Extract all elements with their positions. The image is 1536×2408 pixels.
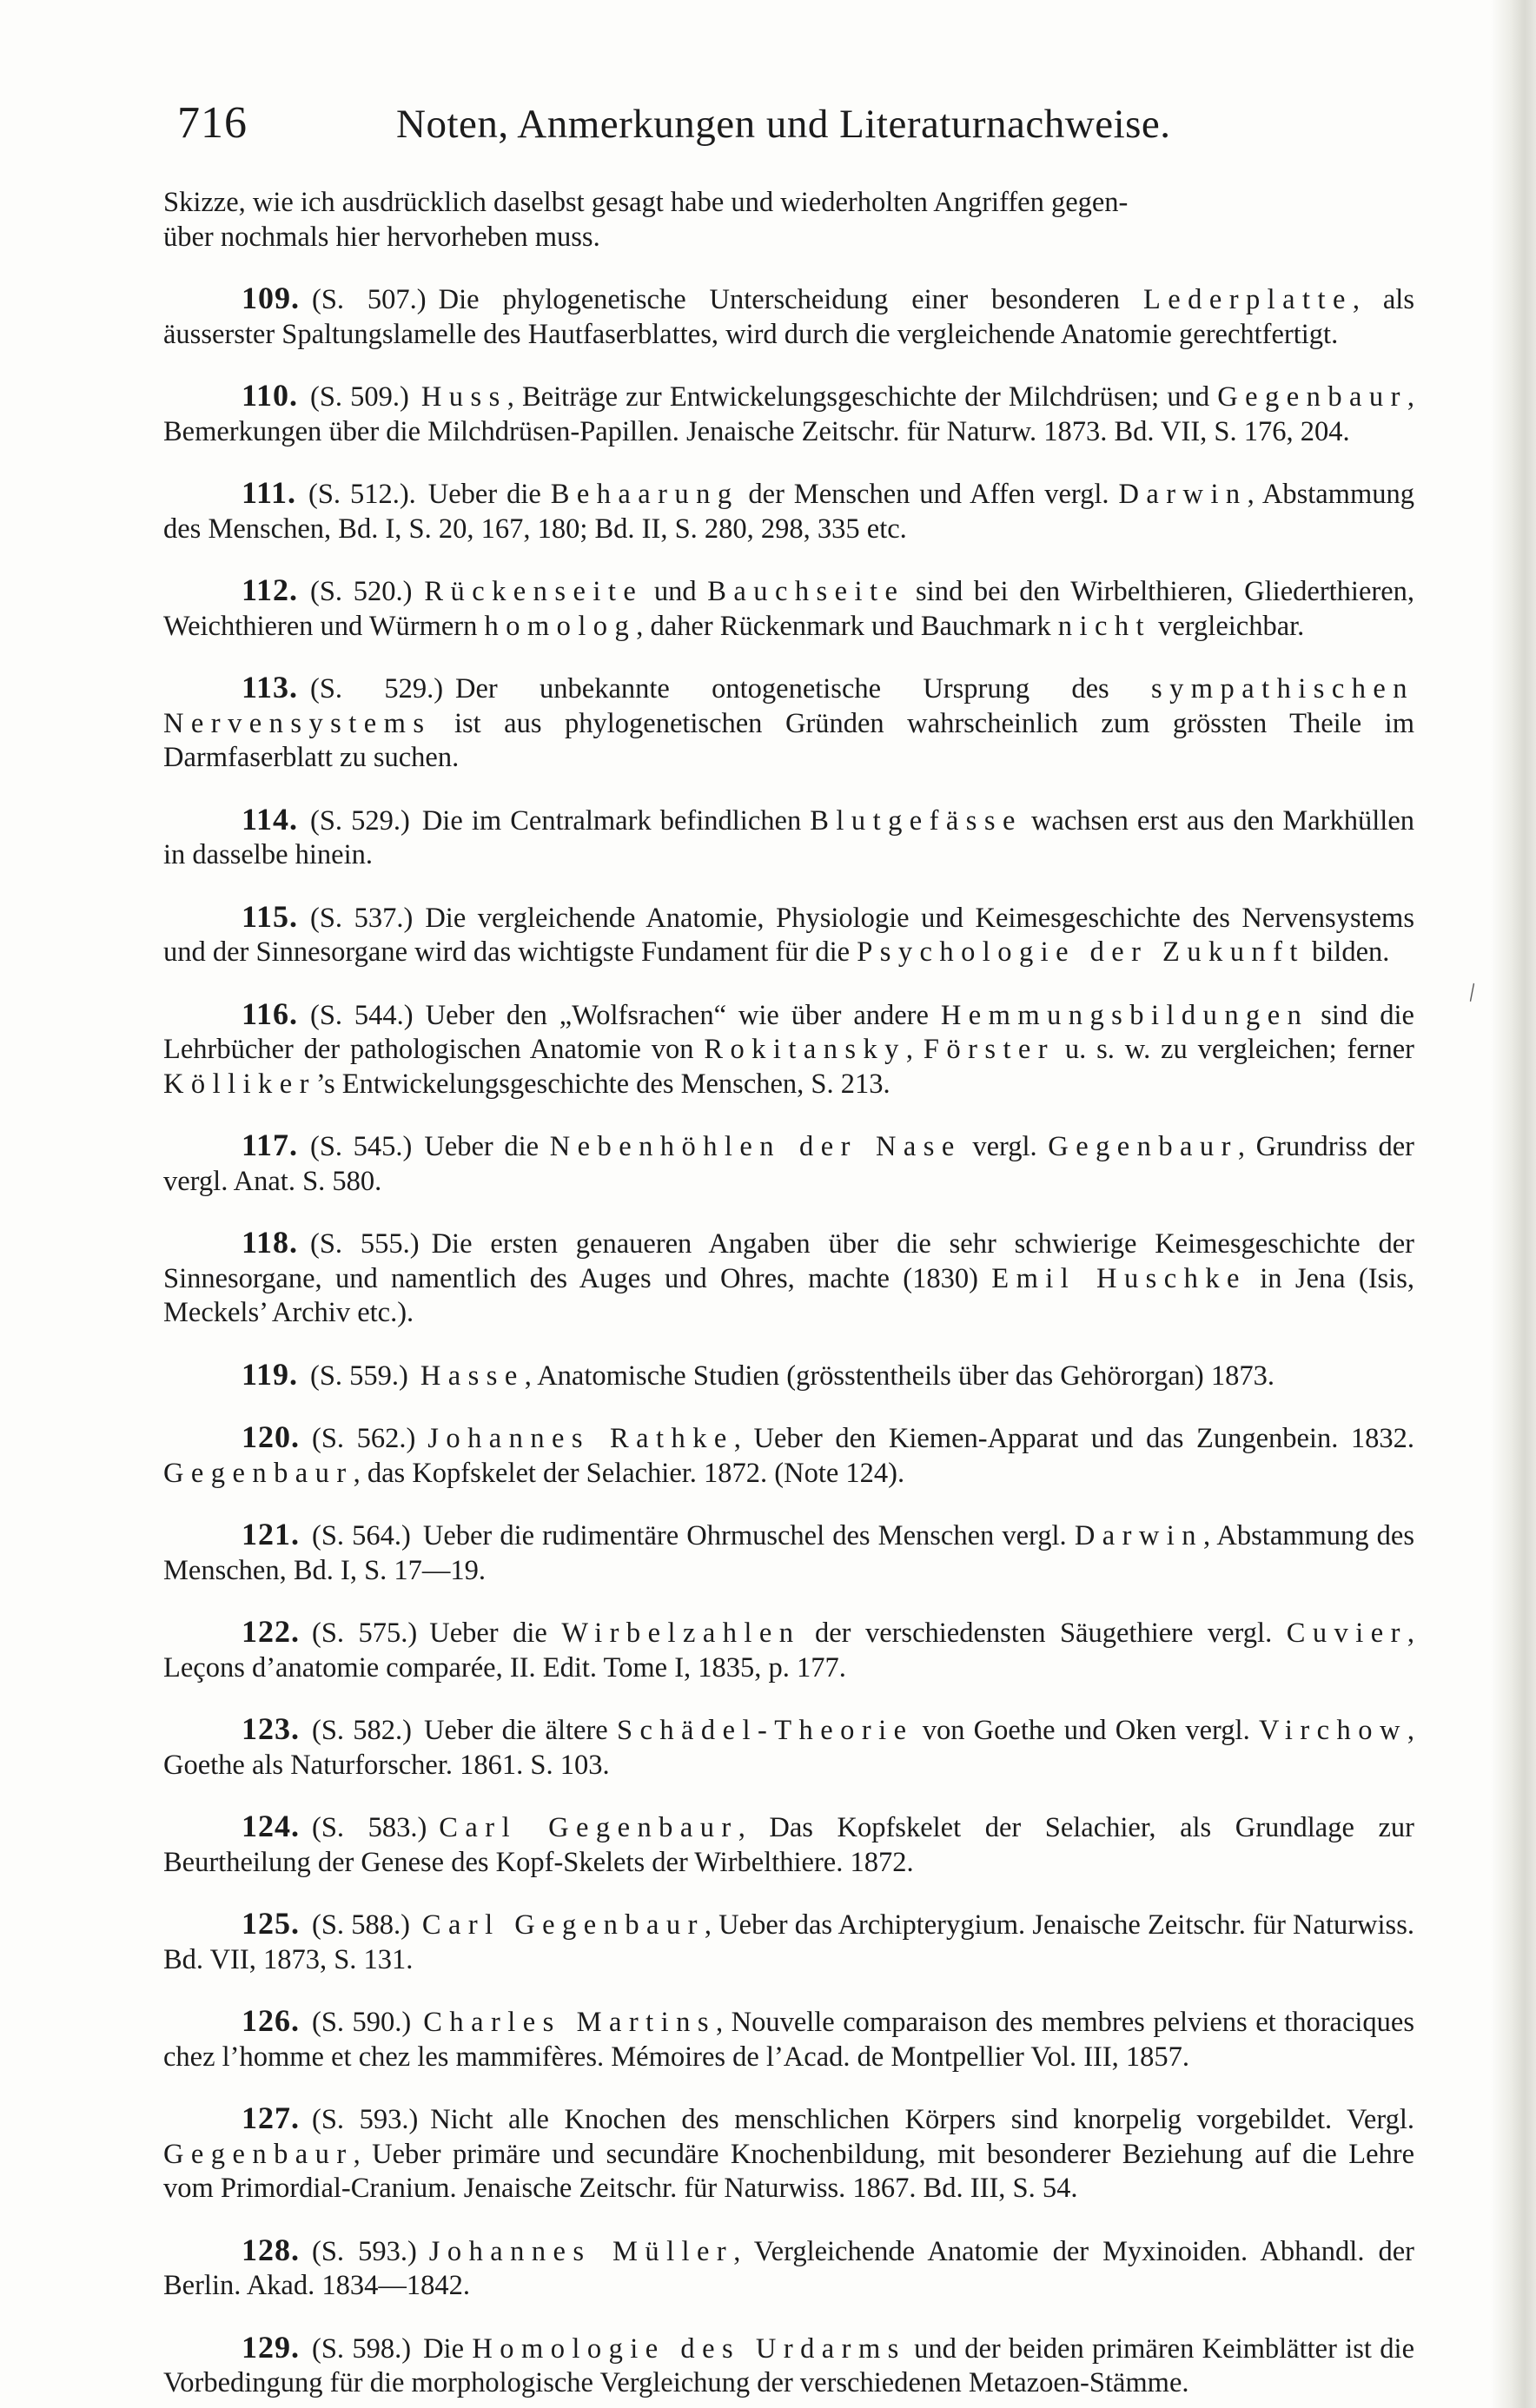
note-text: , daher Rückenmark und Bauchmark [636, 610, 1058, 642]
emphasized-text: sympathischen Nervensystems [163, 673, 1414, 739]
note-number: 122. [242, 1614, 300, 1649]
note-text: ’s Entwickelungsgeschichte des Menschen, S. 213. [315, 1068, 890, 1100]
note-number: 109. [242, 281, 300, 315]
emphasized-text: Kölliker [163, 1068, 316, 1100]
note-number: 118. [242, 1225, 299, 1260]
note-109 [163, 281, 1414, 352]
note-text: , Beiträge zur Entwickelungsgeschichte der Milchdrüsen; und [506, 381, 1218, 413]
note-page-reference: (S. 512.). [308, 479, 416, 510]
emphasized-text: Gegenbaur [163, 2138, 354, 2170]
note-page-reference: (S. 590.) [312, 2007, 412, 2038]
emphasized-text: Schädel-Theorie [616, 1715, 914, 1746]
note-page-reference: (S. 562.) [312, 1423, 416, 1454]
emphasized-text: Hemmungsbildungen [940, 999, 1309, 1031]
continued-text-line-1: Skizze, wie ich ausdrücklich daselbst gesagt habe und wiederholten Angriffen gegen- [163, 187, 1129, 218]
note-page-reference: (S. 545.) [310, 1131, 413, 1162]
emphasized-text: Behaarung [550, 479, 739, 510]
note-120 [163, 1420, 1414, 1491]
continued-text-line-2: über nochmals hier hervorheben muss. [163, 221, 600, 253]
note-121 [163, 1518, 1414, 1588]
note-page-reference: (S. 598.) [312, 2332, 412, 2365]
emphasized-text: Lederplatte [1142, 284, 1353, 315]
note-text: , Abstammung des Menschen, Bd. I, S. 17—19. [163, 1520, 1414, 1586]
note-number: 112. [242, 572, 299, 607]
note-125 [163, 1907, 1414, 1977]
note-124 [163, 1809, 1414, 1880]
note-number: 119. [242, 1356, 299, 1392]
emphasized-text: Gegenbaur [163, 1457, 354, 1489]
note-number: 116. [242, 996, 299, 1031]
note-number: 125. [242, 1906, 300, 1941]
note-text: Die vergleichende Anatomie, Physiologie und Keimesgeschichte des Nervensystems und der Sinnesorgane wird das wichtigste Fundament für die [163, 902, 1414, 968]
emphasized-text: Wirbelzahlen [561, 1617, 801, 1649]
note-number: 111. [242, 475, 297, 510]
note-page-reference: (S. 588.) [312, 1909, 410, 1941]
emphasized-text: Hasse [420, 1359, 525, 1392]
note-text: Die phylogenetische Unterscheidung einer besonderen [438, 284, 1143, 315]
note-text: Ueber die [427, 479, 551, 510]
emphasized-text: Emil Huschke [991, 1262, 1247, 1294]
note-115 [163, 900, 1414, 970]
note-text: der verschiedensten Säugethiere vergl. [800, 1617, 1287, 1649]
note-text: vergl. [961, 1131, 1049, 1162]
note-117 [163, 1128, 1414, 1199]
note-text: Ueber den „Wolfsrachen“ wie über andere [425, 999, 941, 1031]
note-122 [163, 1615, 1414, 1685]
note-page-reference: (S. 537.) [310, 902, 414, 934]
emphasized-text: Bauchseite [707, 576, 905, 607]
note-page-reference: (S. 564.) [312, 1520, 411, 1551]
note-text: , Nouvelle comparaison des membres pelviens et thoraciques chez l’homme et chez les mammifères. Mémoires de l’Acad. de Montpellier Vol. III, 1857. [163, 2007, 1414, 2073]
note-text: von Goethe und Oken vergl. [913, 1715, 1259, 1746]
note-page-reference: (S. 529.) [310, 673, 444, 705]
note-text: Ueber die ältere [423, 1715, 617, 1746]
note-text: Nicht alle Knochen des menschlichen Körpers sind knorpelig vorgebildet. Vergl. [430, 2104, 1414, 2135]
emphasized-text: Johannes Rathke [427, 1423, 734, 1454]
note-number: 117. [242, 1128, 299, 1162]
note-page-reference: (S. 520.) [310, 576, 413, 607]
emphasized-text: Virchow [1258, 1715, 1407, 1746]
note-text: Ueber die rudimentäre Ohrmuschel des Menschen vergl. [422, 1520, 1075, 1551]
emphasized-text: Gegenbaur [1217, 381, 1407, 413]
note-119 [163, 1358, 1414, 1394]
note-page-reference: (S. 529.) [310, 804, 410, 837]
continued-paragraph [163, 186, 1414, 255]
note-text: , als äusserster Spaltungslamelle des Hautfaserblattes, wird durch die vergleichende Anatomie gerechtfertigt. [163, 284, 1414, 350]
note-text: , Abstammung des Menschen, Bd. I, S. 20, 167, 180; Bd. II, S. 280, 298, 335 etc. [163, 479, 1414, 545]
emphasized-text: Cuvier [1286, 1617, 1407, 1649]
emphasized-text: Darwin [1074, 1520, 1203, 1551]
note-text: sind die Lehrbücher der pathologischen Anatomie von [163, 999, 1414, 1065]
emphasized-text: Rückenseite [424, 576, 644, 607]
note-text: in Jena (Isis, Meckels’ Archiv etc.). [163, 1262, 1415, 1328]
note-number: 123. [242, 1711, 300, 1746]
emphasized-text: Huss [420, 381, 507, 413]
note-number: 128. [242, 2232, 300, 2267]
page-edge-shadow [1491, 0, 1536, 2408]
note-text: ist aus phylogenetischen Gründen wahrscheinlich zum grössten Theile im Darmfaserblatt zu suchen. [163, 707, 1414, 773]
note-114 [163, 803, 1414, 873]
emphasized-text: Psychologie der Zukunft [857, 936, 1305, 968]
note-123 [163, 1712, 1414, 1783]
note-page-reference: (S. 575.) [312, 1617, 418, 1649]
note-text: Ueber die [429, 1617, 562, 1649]
note-text: , Goethe als Naturforscher. 1861. S. 103. [163, 1715, 1414, 1781]
note-text: Die ersten genaueren Angaben über die sehr schwierige Keimesgeschichte der Sinnesorgane, und namentlich des Auges und Ohres, machte (1830) [163, 1228, 1414, 1294]
note-116 [163, 997, 1414, 1102]
note-number: 126. [242, 2003, 300, 2038]
note-text: , Ueber primäre und secundäre Knochenbildung, mit besonderer Beziehung auf die Lehre vom Primordial-Cranium. Jenaische Zeitschr. für Naturwiss. 1867. Bd. III, S. 54. [163, 2138, 1414, 2204]
note-text: bilden. [1304, 936, 1390, 968]
note-128 [163, 2233, 1414, 2304]
emphasized-text: Carl Gegenbaur [421, 1909, 705, 1941]
note-text: sind bei den Wirbelthieren, Gliederthieren, Weichthieren und Würmern [163, 576, 1414, 642]
note-text: und [643, 576, 708, 607]
note-page-reference: (S. 509.) [310, 381, 409, 413]
emphasized-text: nicht [1057, 610, 1151, 642]
note-page-reference: (S. 583.) [312, 1812, 427, 1843]
note-text: Der unbekannte ontogenetische Ursprung des [455, 673, 1151, 705]
note-number: 120. [242, 1419, 300, 1454]
note-text: , Vergleichende Anatomie der Myxinoiden. Abhandl. der Berlin. Akad. 1834—1842. [163, 2235, 1414, 2301]
note-text: , Ueber das Archipterygium. Jenaische Zeitschr. für Naturwiss. Bd. VII, 1873, S. 131. [163, 1909, 1414, 1975]
emphasized-text: Carl Gegenbaur [439, 1812, 738, 1843]
note-113 [163, 671, 1414, 776]
emphasized-text: Förster [923, 1034, 1056, 1065]
note-text: Die [423, 2332, 473, 2365]
emphasized-text: Darwin [1118, 479, 1248, 510]
note-number: 124. [242, 1809, 300, 1843]
note-page-reference: (S. 555.) [310, 1228, 420, 1260]
note-112 [163, 573, 1414, 644]
emphasized-text: Rokitansky [704, 1034, 906, 1065]
note-page-reference: (S. 593.) [312, 2235, 417, 2267]
note-text: , das Kopfskelet der Selachier. 1872. (Note 124). [353, 1457, 905, 1489]
note-126 [163, 2004, 1414, 2074]
note-text: , Leçons d’anatomie comparée, II. Edit. Tome I, 1835, p. 177. [163, 1617, 1414, 1684]
emphasized-text: Nebenhöhlen der Nase [549, 1131, 962, 1162]
running-title: Noten, Anmerkungen und Literaturnachweise. [396, 102, 1171, 147]
note-127 [163, 2101, 1414, 2206]
note-page-reference: (S. 582.) [312, 1715, 412, 1746]
note-text: Ueber die [424, 1131, 550, 1162]
note-text: , Bemerkungen über die Milchdrüsen-Papillen. Jenaische Zeitschr. für Naturw. 1873. Bd. VII, S. 176, 204. [163, 381, 1414, 447]
note-number: 110. [242, 378, 299, 413]
note-text: , Grundriss der vergl. Anat. S. 580. [163, 1131, 1414, 1197]
note-text: wachsen erst aus den Markhüllen in dasselbe hinein. [163, 804, 1414, 870]
emphasized-text: homolog [484, 610, 637, 642]
notes-body [163, 186, 1414, 2401]
note-text: und der beiden primären Keimblätter ist die Vorbedingung für die morphologische Vergleichung der verschiedenen Metazoen-Stämme. [163, 2332, 1414, 2398]
note-number: 121. [242, 1517, 300, 1551]
note-page-reference: (S. 507.) [312, 284, 427, 315]
note-number: 113. [242, 670, 299, 705]
note-text: , Anatomische Studien (grösstentheils über das Gehörorgan) 1873. [524, 1359, 1274, 1392]
note-text: , Ueber den Kiemen-Apparat und das Zungenbein. 1832. [733, 1423, 1415, 1454]
note-number: 127. [242, 2100, 300, 2135]
note-text: Die im Centralmark befindlichen [421, 804, 811, 837]
emphasized-text: Blutgefässe [810, 804, 1023, 837]
note-129 [163, 2331, 1414, 2401]
page-header [162, 97, 1417, 167]
margin-pencil-mark: \ [1461, 978, 1483, 1007]
page-number: 716 [177, 98, 248, 148]
note-text: der Menschen und Affen vergl. [738, 479, 1119, 510]
note-number: 129. [242, 2329, 300, 2365]
note-text: u. s. w. zu vergleichen; ferner [1055, 1034, 1415, 1065]
note-page-reference: (S. 559.) [310, 1359, 408, 1392]
note-111 [163, 476, 1414, 546]
note-page-reference: (S. 544.) [310, 999, 414, 1031]
emphasized-text: Johannes Müller [428, 2235, 734, 2267]
note-number: 115. [242, 898, 299, 934]
note-text: vergleichbar. [1151, 610, 1305, 642]
note-118 [163, 1226, 1414, 1331]
emphasized-text: Homologie des Urdarms [472, 2332, 906, 2365]
note-110 [163, 379, 1414, 449]
emphasized-text: Charles Martins [423, 2007, 716, 2038]
emphasized-text: Gegenbaur [1048, 1131, 1238, 1162]
note-text: , Das Kopfskelet der Selachier, als Grundlage zur Beurtheilung der Genese des Kopf-Skelets der Wirbelthiere. 1872. [163, 1812, 1414, 1878]
note-text: , [905, 1034, 924, 1065]
note-page-reference: (S. 593.) [312, 2104, 419, 2135]
note-number: 114. [242, 801, 299, 837]
